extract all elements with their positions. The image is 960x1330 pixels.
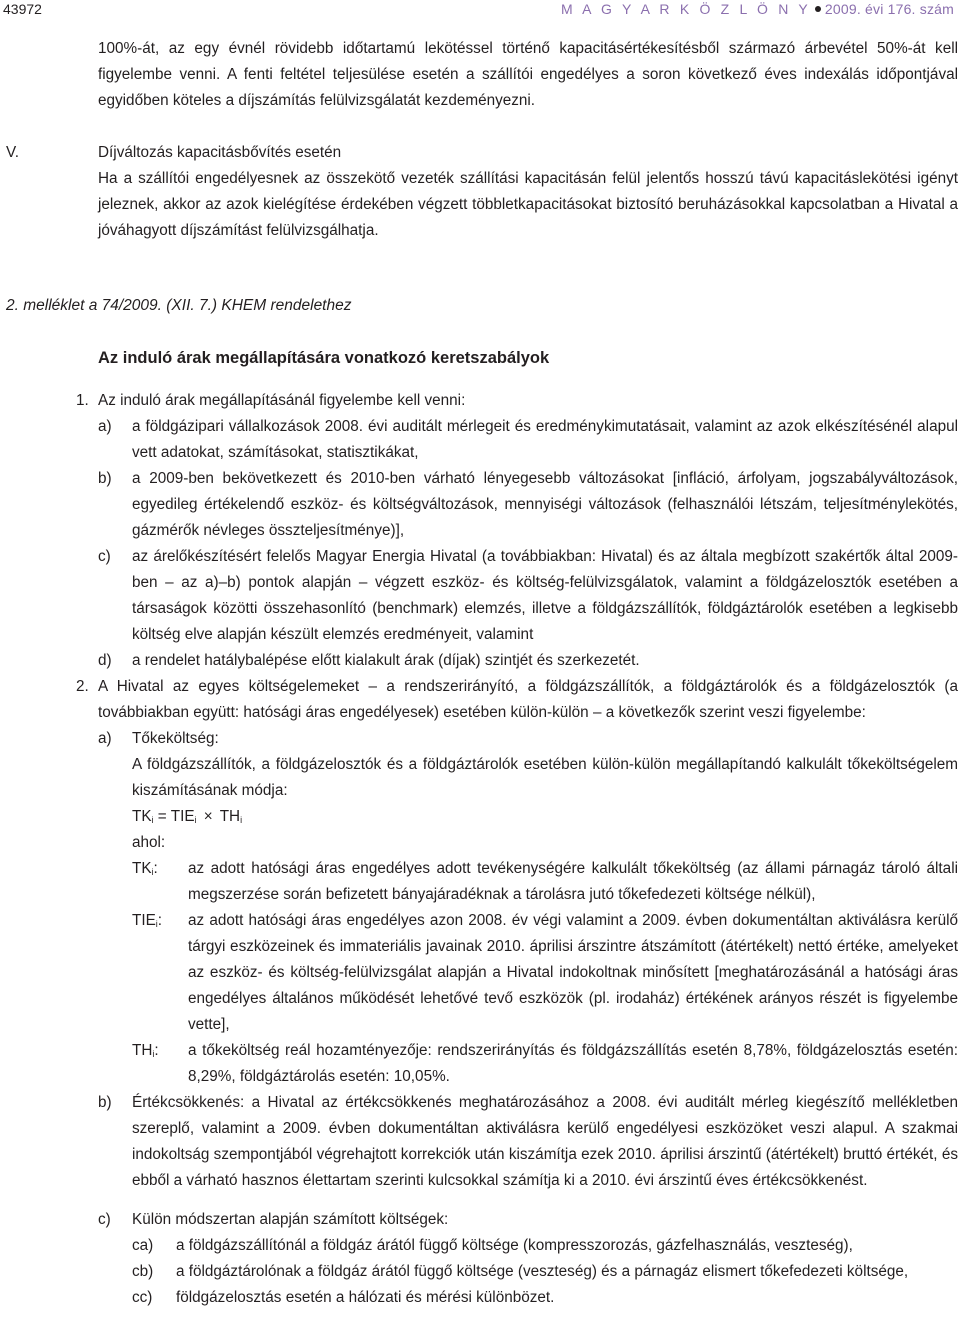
item-2-ca (132, 1233, 958, 1259)
definition-text: a tőkeköltség reál hozamtényezője: rendszerirányítás és földgázszállítás esetén 8,78%, földgázelosztás esetén: 8,29%, földgáztárolás esetén: 10,05%. (188, 1042, 958, 1085)
item-key: ca) (132, 1237, 154, 1254)
item-text: az árelőkészítésért felelős Magyar Energia Hivatal (a továbbiakban: Hivatal) és az általa megbízott szakértők által 2009-ben – az a)–b) pontok alapján – végzett eszköz- és költség-felülvizsgálatok, valamint a földgázelosztók esetében a társaságok közötti összehasonlító (benchmark) elemzés, illetve a földgázszállítók, földgáztárolók esetében a legkisebb költség elve alapján készült elemzés eredményeit, valamint (132, 548, 958, 643)
annex-reference: 2. melléklet a 74/2009. (XII. 7.) KHEM rendelethez (6, 297, 352, 314)
definition-text: az adott hatósági áras engedélyes adott tevékenységére kalkulált tőkeköltség (az állami párnagáz tároló általi megszerzése során befizetett bányajáradéknak a tárolásra jutó tőkefedezeti költsége nélkül), (188, 860, 958, 903)
formula-symbol: TK (132, 808, 152, 825)
where-label: ahol: (132, 834, 166, 851)
item-text: földgázelosztás esetén a hálózati és mérési különbözet. (176, 1289, 555, 1306)
item-key: c) (98, 1211, 111, 1228)
item-text: a földgázszállítónál a földgáz árától függő költsége (kompresszorozás, gázfelhasználás, veszteség), (176, 1237, 853, 1254)
item-number: 2. (76, 678, 89, 695)
item-1-b (98, 466, 958, 544)
formula-symbol: TIE (170, 808, 195, 825)
item-text: a 2009-ben bekövetkezett és 2010-ben várható lényegesebb változásokat [infláció, árfolyam, jogszabályváltozások, egyedileg értékelendő eszköz- és költségváltozások, mennyiségi változások (felhasználói létszám, teljesítménylekötés, gázmérők névleges összteljesítménye)], (132, 470, 958, 539)
item-key: a) (98, 730, 112, 747)
item-text: a földgáztárolónak a földgáz árától függő költsége (veszteség) és a párnagáz elismert tőkefedezeti költsége, (176, 1263, 909, 1280)
bullet-icon (815, 6, 821, 12)
formula-subscript: i (194, 815, 197, 825)
definition-tie (132, 908, 958, 1038)
item-text: A földgázszállítók, a földgázelosztók és a földgáztárolók esetében külön-külön megállapítandó kalkulált tőkeköltségelem kiszámításának módja: (132, 756, 958, 799)
issue-label: 2009. évi 176. szám (824, 1, 954, 17)
item-text: Az induló árak megállapításánál figyelembe kell venni: (98, 392, 466, 409)
item-key: c) (98, 548, 111, 565)
definition-symbol: $TK_i$: (132, 860, 158, 877)
item-text: A Hivatal az egyes költségelemeket – a rendszerirányító, a földgázszállítók, a földgáztárolók és a földgázelosztók (a továbbiakban együtt: hatósági áras engedélyesek) esetében külön-külön – a következők szerint veszi figyelembe: (98, 678, 958, 721)
item-2-a (98, 726, 958, 1090)
item-key: d) (98, 652, 112, 669)
section-heading: Díjváltozás kapacitásbővítés esetén (98, 144, 342, 161)
item-1-c (98, 544, 958, 648)
item-key: b) (98, 1094, 112, 1111)
item-2-cc (132, 1285, 958, 1311)
section-v (6, 140, 958, 244)
item-text: a földgázipari vállalkozások 2008. évi auditált mérlegeit és eredménykimutatásait, valamint az azok elkészítésénél alapul vett adatokat, számításokat, statisztikákat, (132, 418, 958, 461)
item-2-cb (132, 1259, 958, 1285)
annex-title: Az induló árak megállapítására vonatkozó keretszabályok (98, 349, 550, 367)
item-1-a (98, 414, 958, 466)
item-heading: Tőkeköltség: (132, 730, 219, 747)
item-2 (76, 674, 958, 1311)
definition-tk (132, 856, 958, 908)
formula (132, 804, 958, 830)
formula-subscript: i (151, 815, 154, 825)
item-2-c (98, 1207, 958, 1311)
formula-subscript: i (240, 815, 243, 825)
item-key: cb) (132, 1263, 154, 1280)
formula-symbol: TH (219, 808, 241, 825)
section-text: Ha a szállítói engedélyesnek az összekötő vezeték szállítási kapacitásán felül jelentős hosszú távú kapacitáslekötési igényt jeleznek, akkor az azok kielégítése érdekében végzett többletkapacitásokat biztosító beruházásokkal kapcsolatban a Hivatal a jóváhagyott díjszámítást felülvizsgálhatja. (98, 170, 958, 239)
item-1-d (98, 648, 958, 674)
page-header (0, 0, 960, 20)
equals-sign: = (157, 808, 167, 825)
running-header (561, 0, 954, 18)
item-text: a rendelet hatálybalépése előtt kialakult árak (díjak) szintjét és szerkezetét. (132, 652, 640, 669)
journal-name: M A G Y A R K Ö Z L Ö N Y (561, 1, 811, 17)
definition-th (132, 1038, 958, 1090)
item-1 (76, 388, 958, 674)
definition-symbol: $TIE_i$: (132, 912, 163, 929)
item-text: Értékcsökkenés: a Hivatal az értékcsökkenés meghatározásához a 2008. évi auditált mérleg kiegészítő mellékletben szereplő, valamint a 2009. évben dokumentáltan aktiválásra kerülő engedélyesi eszközöket veszi alapul. A szakmai indokoltság szempontjából végrehajtott korrekciók után kiszámítja ezek 2010. áprilisi árszintű (átértékelt) bruttó értékét, és ebből a várható hasznos élettartam szerinti kulcsokkal számítja ki a 2010. évi árszintű éves értékcsökkenést. (132, 1094, 958, 1189)
document-body (6, 36, 958, 1311)
item-key: cc) (132, 1289, 153, 1306)
section-label: V. (6, 144, 20, 161)
item-key: a) (98, 418, 112, 435)
page-number: 43972 (3, 1, 42, 17)
definition-symbol: $TH_i$: (132, 1042, 159, 1059)
intro-paragraph: 100%-át, az egy évnél rövidebb időtartamú lekötéssel történő kapacitásértékesítésből származó árbevétel 50%-át kell figyelembe venni. A fenti feltétel teljesülése esetén a szállítói engedélyes a soron következő éves indexálás időpontjával egyidőben köteles a díjszámítás felülvizsgálatát kezdeményezni. (98, 40, 958, 109)
times-sign: × (203, 808, 213, 825)
definition-text: az adott hatósági áras engedélyes azon 2008. év végi valamint a 2009. évben dokumentáltan aktiválásra kerülő tárgyi eszközeinek és immateriális javainak 2010. áprilisi árszintre átszámított (átértékelt) nettó értéke, amelyeket az eszköz- és költség-felülvizsgálat alapján a Hivatal indokoltnak minősített [meghatározásánál a hatósági áras engedélyes általános működését lehetővé tevő eszközök (pl. irodaház) értékének arányos részét is figyelembe vette], (188, 912, 958, 1033)
item-2-b (98, 1090, 958, 1194)
item-key: b) (98, 470, 112, 487)
item-text: Külön módszertan alapján számított költségek: (132, 1211, 449, 1228)
item-number: 1. (76, 392, 89, 409)
